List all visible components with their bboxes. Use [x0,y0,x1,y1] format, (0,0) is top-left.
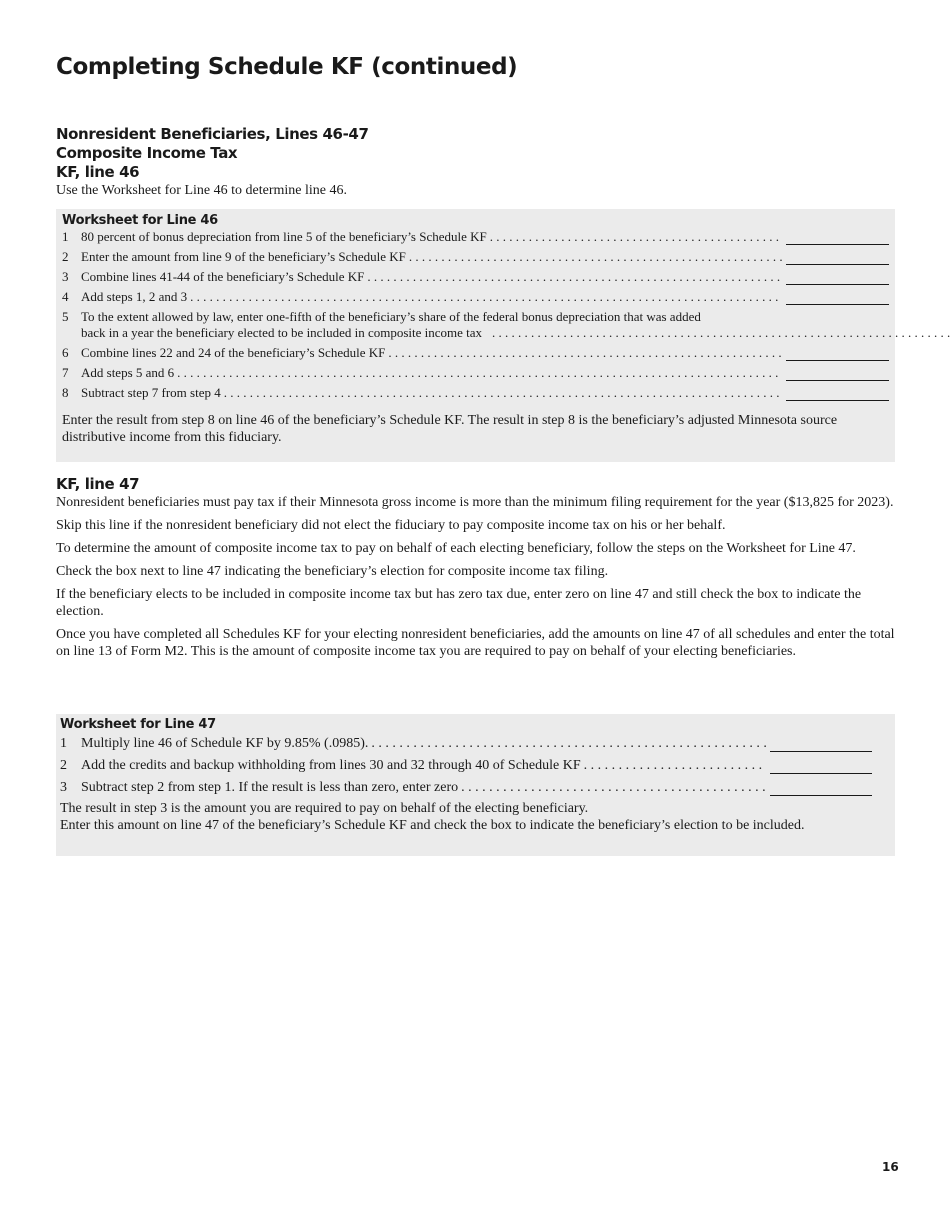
section-heading: Nonresident Beneficiaries, Lines 46-47 [56,125,369,143]
step-text: Add the credits and backup withholding from lines 30 and 32 through 40 of Schedule KF [81,758,581,773]
amount-blank[interactable] [786,346,889,361]
step-text: Subtract step 2 from step 1. If the result is less than zero, enter zero [81,780,459,795]
section-line-47 [56,475,895,660]
step-text: Multiply line 46 of Schedule KF by 9.85% (.0985). [81,736,369,751]
dot-leader [385,345,782,361]
amount-blank[interactable] [786,366,889,381]
step-text: Subtract step 7 from step 4 [81,385,221,400]
intro-text: Use the Worksheet for Line 46 to determine line 46. [56,183,347,198]
line-heading: KF, line 46 [56,163,140,181]
worksheet-step [60,758,872,774]
line-heading: KF, line 47 [56,475,140,493]
step-text: Enter the amount from line 9 of the beneficiary’s Schedule KF [81,249,406,264]
amount-blank[interactable] [786,270,889,285]
step-number: 3 [62,269,69,284]
paragraph: Once you have completed all Schedules KF for your electing nonresident beneficiaries, add the amounts on line 47 of all schedules and enter the total on line 13 of Form M2. This is the amount of composite income tax you are required to pay on behalf of your electing beneficiaries. [56,627,895,659]
paragraph: Nonresident beneficiaries must pay tax if their Minnesota gross income is more than the minimum filing requirement for the year ($13,825 for 2023). [56,495,894,510]
worksheet-step [62,249,889,265]
subsection-heading: Composite Income Tax [56,144,238,162]
amount-blank[interactable] [786,386,889,401]
worksheet-note: Enter this amount on line 47 of the beneficiary’s Schedule KF and check the box to indicate the beneficiary’s election to be included. [60,818,805,833]
step-text: Combine lines 22 and 24 of the beneficiary’s Schedule KF [81,345,386,360]
step-number: 2 [60,758,67,773]
worksheet-note: Enter the result from step 8 on line 46 of the beneficiary’s Schedule KF. The result in step 8 is the beneficiary’s adjusted Minnesota source distributive income from this fiduciary. [62,413,838,445]
paragraph: Skip this line if the nonresident beneficiary did not elect the fiduciary to pay composite income tax on his or her behalf. [56,518,726,533]
dot-leader [458,780,766,796]
step-text: Add steps 5 and 6 [81,365,175,380]
worksheet-line-47 [56,714,895,856]
worksheet-step [60,780,872,796]
step-number: 1 [60,736,67,751]
paragraph: To determine the amount of composite income tax to pay on behalf of each electing beneficiary, follow the steps on the Worksheet for Line 47. [56,541,856,556]
step-number: 8 [62,385,69,400]
dot-leader [221,385,782,401]
dot-leader [364,269,782,285]
dot-leader [482,325,950,341]
worksheet-title: Worksheet for Line 47 [60,717,216,732]
step-number: 1 [62,229,69,244]
worksheet-step [62,289,889,305]
section-line-46-header [56,125,895,199]
step-number: 4 [62,289,69,304]
dot-leader [581,758,766,774]
paragraph: If the beneficiary elects to be included in composite income tax but has zero tax due, enter zero on line 47 and still check the box to indicate the election. [56,587,862,619]
step-number: 3 [60,780,67,795]
amount-blank[interactable] [770,737,872,752]
worksheet-step [62,385,889,401]
worksheet-step [60,736,872,752]
worksheet-line-46 [56,209,895,462]
worksheet-title: Worksheet for Line 46 [62,213,218,228]
page-title: Completing Schedule KF (continued) [56,54,518,80]
step-text: Combine lines 41-44 of the beneficiary’s Schedule KF [81,269,365,284]
step-text: 80 percent of bonus depreciation from line 5 of the beneficiary’s Schedule KF [81,229,487,244]
worksheet-note: The result in step 3 is the amount you are required to pay on behalf of the electing beneficiary. [60,801,589,816]
worksheet-step [62,345,889,361]
dot-leader [368,736,766,752]
step-number: 2 [62,249,69,264]
dot-leader [174,365,782,381]
dot-leader [487,229,782,245]
step-number: 5 [62,309,69,324]
amount-blank[interactable] [786,250,889,265]
worksheet-step [62,365,889,381]
step-text: To the extent allowed by law, enter one-fifth of the beneficiary’s share of the federal bonus depreciation that was added [81,309,701,324]
dot-leader [187,289,782,305]
worksheet-step [62,309,889,341]
worksheet-step [62,269,889,285]
amount-blank[interactable] [786,230,889,245]
amount-blank[interactable] [786,290,889,305]
step-text-continued: back in a year the beneficiary elected to be included in composite income tax [81,325,483,340]
step-number: 7 [62,365,69,380]
paragraph: Check the box next to line 47 indicating the beneficiary’s election for composite income tax filing. [56,564,609,579]
worksheet-step [62,229,889,245]
step-number: 6 [62,345,69,360]
dot-leader [406,249,782,265]
page-number: 16 [882,1160,899,1174]
amount-blank[interactable] [770,781,872,796]
amount-blank[interactable] [770,759,872,774]
step-text: Add steps 1, 2 and 3 [81,289,188,304]
